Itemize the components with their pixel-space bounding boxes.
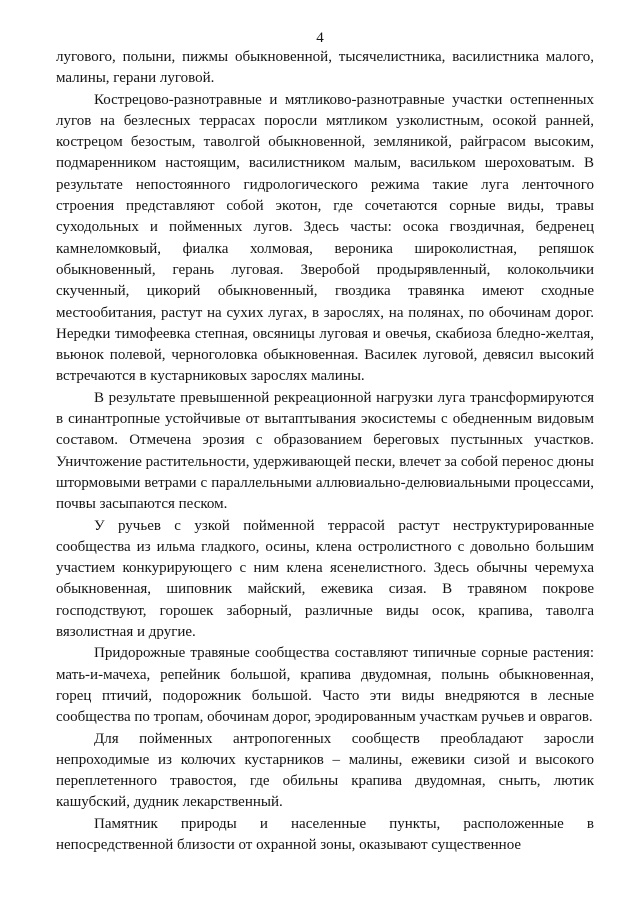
body-text	[56, 47, 594, 856]
paragraph: Памятник природы и населенные пункты, расположенные в непосредственной близости от охранной зоны, оказывают существенное	[56, 815, 594, 853]
paragraph: В результате превышенной рекреационной нагрузки луга трансформируются в синантропные устойчивые от вытаптывания экосистемы с обедненным видовым составом. Отмечена эрозия с образованием береговых пустынных участков. Уничтожение растительности, удерживающей пески, влечет за собой перенос дюны штормовыми ветрами с параллельными аллювиально-делювиальными процессами, почвы засыпаются песком.	[56, 389, 594, 513]
paragraph: лугового, полыни, пижмы обыкновенной, тысячелистника, василистника малого, малины, герани луговой.	[56, 49, 594, 87]
paragraph: Кострецово-разнотравные и мятликово-разнотравные участки остепненных лугов на безлесных террасах поросли мятликом узколистным, осокой ранней, кострецом безостым, таволгой обыкновенной, земляникой, райграсом высоким, подмаренником настоящим, василистником малым, васильком шероховатым. В результате непостоянного гидрологического режима такие луга ленточного строения представляют собой экотон, где сочетаются сорные виды, травы суходольных и пойменных лугов. Здесь часты: осока гвоздичная, бедренец камнеломковый, фиалка холмовая, вероника широколистная, репяшок обыкновенный, герань луговая. Зверобой продырявленный, колокольчики скученный, цикорий обыкновенный, гвоздика травянка имеют сходные местообитания, растут на сухих лугах, в зарослях, на полянах, по обочинам дорог. Нередки тимофеевка степная, овсяницы луговая и овечья, скабиоза бледно-желтая, вьюнок полевой, черноголовка обыкновенная. Василек луговой, девясил высокий встречаются в кустарниковых зарослях малины.	[56, 91, 594, 385]
paragraph: Для пойменных антропогенных сообществ преобладают заросли непроходимые из колючих кустарников – малины, ежевики сизой и высокого переплетенного травостоя, где обильны крапива двудомная, сныть, лютик кашубский, дудник лекарственный.	[56, 730, 594, 811]
paragraph: Придорожные травяные сообщества составляют типичные сорные растения: мать-и-мачеха, репейник большой, крапива двудомная, полынь обыкновенная, горец птичий, подорожник большой. Часто эти виды внедряются в лесные сообщества по тропам, обочинам дорог, эродированным участкам ручьев и оврагов.	[56, 645, 594, 726]
page-number: 4	[316, 30, 324, 46]
paragraph: У ручьев с узкой пойменной террасой растут неструктурированные сообщества из ильма гладкого, осины, клена остролистного с довольно большим участием конкурирующего с ним клена ясенелистного. Здесь обычны черемуха обыкновенная, шиповник майский, ежевика сизая. В травяном покрове господствуют, горошек заборный, различные виды осок, крапива, таволга вязолистная и другие.	[56, 517, 594, 641]
